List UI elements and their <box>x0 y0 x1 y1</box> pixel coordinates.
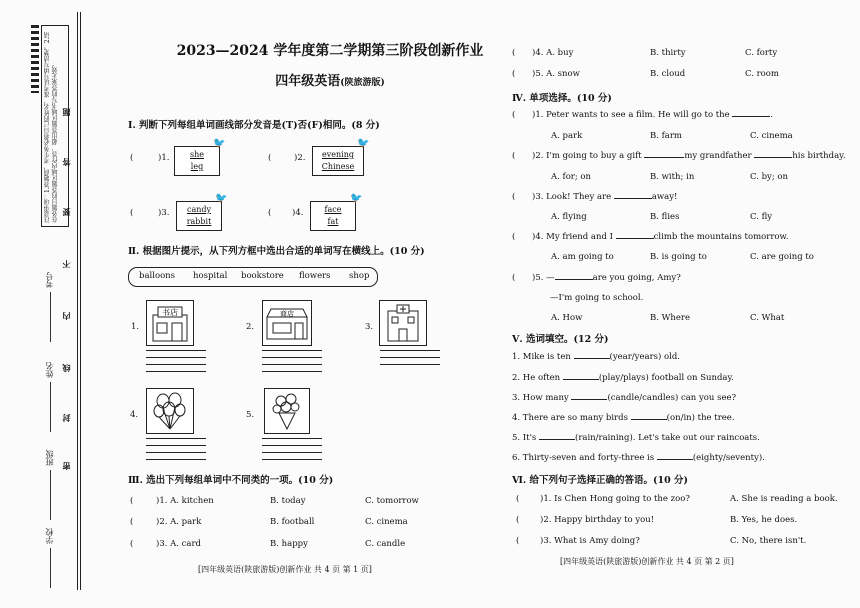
option-b[interactable]: B. flies <box>650 212 680 222</box>
question-option-b[interactable]: B. thirty <box>650 48 686 58</box>
question-text <box>532 151 846 161</box>
match-answer[interactable]: A. She is reading a book. <box>730 494 838 504</box>
match-answer[interactable]: B. Yes, he does. <box>730 515 798 525</box>
answer-blank[interactable] <box>732 116 770 117</box>
fill-pre: 2. He often <box>512 373 561 383</box>
pic-number: 5. <box>246 410 255 420</box>
fill-post: (rain/raining). Let's take out our raincoats. <box>575 433 760 443</box>
answer-blank[interactable] <box>754 157 792 158</box>
option-a[interactable]: A. flying <box>551 212 587 222</box>
answer-line[interactable] <box>146 452 206 453</box>
field-class: 班级 <box>45 450 54 466</box>
pic-number: 2. <box>246 322 255 332</box>
option-a[interactable]: A. for; on <box>551 172 592 182</box>
word-bank-item: hospital <box>193 271 228 281</box>
field-school: 学校 <box>45 528 54 544</box>
flowers-picture <box>264 388 310 434</box>
question-option-a: )3. A. card <box>156 539 202 549</box>
question-middle: my grandfather <box>684 151 752 161</box>
sign-text: 商店 <box>280 310 294 318</box>
word: candy <box>186 205 212 214</box>
fill-item <box>512 393 736 403</box>
seal-char: 要 <box>61 208 71 216</box>
fill-post: (play/plays) football on Sunday. <box>598 373 734 383</box>
question-option-c[interactable]: C. candle <box>365 539 406 549</box>
word: she <box>190 150 204 159</box>
option-a[interactable]: A. park <box>551 131 583 141</box>
answer-line[interactable] <box>146 350 206 351</box>
paren: ( <box>130 153 134 163</box>
seal-char: 密 <box>61 462 71 470</box>
pic-number: 4. <box>130 410 139 420</box>
word-card <box>310 201 356 231</box>
answer-blank[interactable] <box>563 379 599 380</box>
fill-item <box>512 373 734 383</box>
question-option-c[interactable]: C. room <box>745 69 779 79</box>
option-c[interactable]: C. fly <box>750 212 773 222</box>
pic-number: 1. <box>131 322 140 332</box>
answer-line[interactable] <box>380 364 440 365</box>
fill-item <box>512 433 760 443</box>
fill-post: (eighty/seventy). <box>692 453 765 463</box>
question-text <box>532 232 789 242</box>
notice-text: 注意事项：1.答题前，考生务必将自己的姓名、准考证号填写清楚。2.请在各题目的答题区域内作答，超出答题区域书写的答案无效。 <box>44 31 59 223</box>
answer-line[interactable] <box>262 445 322 446</box>
question-tail: his birthday. <box>792 151 846 161</box>
part3-heading: Ⅲ. 选出下列每组单词中不同类的一项。(10 分) <box>128 475 334 486</box>
question-stem: )4. My friend and I <box>532 232 613 242</box>
paren: ( <box>130 208 134 218</box>
word: fat <box>327 217 339 226</box>
answer-blank[interactable] <box>574 358 610 359</box>
bird-icon: 🐦 <box>213 138 226 149</box>
answer-line[interactable] <box>146 459 206 460</box>
answer-line[interactable] <box>146 364 206 365</box>
option-b[interactable]: B. Where <box>650 313 690 323</box>
fill-post: (on/in) the tree. <box>666 413 735 423</box>
paren: ( <box>512 151 516 161</box>
question-option-a: )5. A. snow <box>532 69 580 79</box>
word: Chinese <box>321 162 355 171</box>
part6-heading: Ⅵ. 给下列句子选择正确的答语。(10 分) <box>512 475 689 486</box>
question-answer-line: —I'm going to school. <box>550 293 644 303</box>
answer-blank[interactable] <box>644 157 684 158</box>
paren: ( <box>516 494 520 504</box>
question-tail: are you going, Amy? <box>592 273 681 283</box>
answer-line[interactable] <box>262 459 322 460</box>
field-line[interactable] <box>50 470 51 520</box>
paren: ( <box>130 539 134 549</box>
field-exam-number: 考号 <box>45 272 54 288</box>
binding-strip <box>0 0 112 608</box>
field-line[interactable] <box>50 292 51 342</box>
question-stem: )3. Look! They are <box>532 192 612 202</box>
question-option-c[interactable]: C. forty <box>745 48 778 58</box>
question-tail: climb the mountains tomorrow. <box>653 232 789 242</box>
paren: ( <box>516 515 520 525</box>
paren: ( <box>512 192 516 202</box>
answer-line[interactable] <box>146 357 206 358</box>
word: rabbit <box>186 217 212 226</box>
shop-picture <box>262 300 312 346</box>
paren: ( <box>512 232 516 242</box>
question-tail: away! <box>651 192 678 202</box>
word-card <box>176 201 222 231</box>
option-c[interactable]: C. by; on <box>750 172 789 182</box>
answer-blank[interactable] <box>657 459 693 460</box>
paren: ( <box>512 110 516 120</box>
seal-char: 内 <box>61 312 71 320</box>
answer-line[interactable] <box>380 350 440 351</box>
match-answer[interactable]: C. No, there isn't. <box>730 536 807 546</box>
answer-blank[interactable] <box>614 198 652 199</box>
question-stem: )5. — <box>532 273 555 283</box>
paren: ( <box>268 153 272 163</box>
option-c[interactable]: C. cinema <box>750 131 793 141</box>
answer-line[interactable] <box>146 438 206 439</box>
answer-line[interactable] <box>262 350 322 351</box>
answer-blank[interactable] <box>571 399 607 400</box>
question-text <box>532 110 773 120</box>
seal-char: 不 <box>61 260 71 268</box>
match-question: )3. What is Amy doing? <box>540 536 640 546</box>
question-option-b[interactable]: B. cloud <box>650 69 686 79</box>
page-footer-right: [四年级英语(陕旅游版)创新作业 共 4 页 第 2 页] <box>560 557 734 566</box>
seal-char: 题 <box>61 108 71 116</box>
sign-text: 书店 <box>162 308 178 317</box>
word-bank-item: flowers <box>299 271 331 281</box>
question-option-c[interactable]: C. cinema <box>365 517 408 527</box>
question-option-a: )1. A. kitchen <box>156 496 214 506</box>
item-number: )4. <box>292 208 304 218</box>
word: leg <box>190 162 204 171</box>
page-subtitle <box>160 70 500 89</box>
answer-line[interactable] <box>262 357 322 358</box>
fill-item <box>512 413 735 423</box>
question-tail: . <box>770 110 774 120</box>
paren: ( <box>512 69 516 79</box>
question-option-b[interactable]: B. happy <box>270 539 308 549</box>
answer-line[interactable] <box>262 438 322 439</box>
item-number: )3. <box>158 208 170 218</box>
subtitle-note: (陕旅游版) <box>340 78 385 88</box>
word-card <box>312 146 364 176</box>
paren: ( <box>512 48 516 58</box>
paren: ( <box>512 273 516 283</box>
field-line[interactable] <box>50 548 51 588</box>
seal-char: 答 <box>61 158 71 166</box>
balloons-picture <box>146 388 194 434</box>
seal-char: 线 <box>61 364 71 372</box>
binding-dots <box>31 25 39 93</box>
option-b[interactable]: B. with; in <box>650 172 695 182</box>
question-option-c[interactable]: C. tomorrow <box>365 496 419 506</box>
subtitle-main: 四年级英语 <box>275 74 341 89</box>
option-c[interactable]: C. are going to <box>750 252 814 262</box>
word-bank-item: bookstore <box>241 271 284 281</box>
bird-icon: 🐦 <box>357 138 370 149</box>
fill-pre: 1. Mike is ten <box>512 352 571 362</box>
part2-heading: Ⅱ. 根据图片提示，从下列方框中选出合适的单词写在横线上。(10 分) <box>128 246 425 257</box>
paren: ( <box>516 536 520 546</box>
question-option-a: )4. A. buy <box>532 48 574 58</box>
paren: ( <box>268 208 272 218</box>
binding-line <box>77 12 78 590</box>
option-b[interactable]: B. is going to <box>650 252 707 262</box>
item-number: )1. <box>158 153 170 163</box>
match-question: )1. Is Chen Hong going to the zoo? <box>540 494 690 504</box>
answer-blank[interactable] <box>631 419 667 420</box>
option-a[interactable]: A. How <box>551 313 583 323</box>
answer-line[interactable] <box>262 452 322 453</box>
paren: ( <box>130 517 134 527</box>
answer-blank[interactable] <box>616 238 654 239</box>
word-bank-item: balloons <box>139 271 176 281</box>
word-bank <box>128 267 378 287</box>
answer-line[interactable] <box>262 371 322 372</box>
field-name: 姓名 <box>45 362 54 378</box>
answer-line[interactable] <box>146 445 206 446</box>
answer-blank[interactable] <box>539 439 575 440</box>
paren: ( <box>130 496 134 506</box>
field-line[interactable] <box>50 382 51 432</box>
page-title: 2023—2024 学年度第二学期第三阶段创新作业 <box>176 43 484 59</box>
fill-pre: 3. How many <box>512 393 569 403</box>
part4-heading: Ⅳ. 单项选择。(10 分) <box>512 93 612 104</box>
bird-icon: 🐦 <box>215 193 228 204</box>
question-stem: )2. I'm going to buy a gift <box>532 151 642 161</box>
bird-icon: 🐦 <box>350 193 363 204</box>
binding-line <box>80 12 81 590</box>
answer-line[interactable] <box>146 371 206 372</box>
question-option-b[interactable]: B. football <box>270 517 315 527</box>
word-bank-item: shop <box>349 271 370 281</box>
notice-box <box>41 25 69 227</box>
match-question: )2. Happy birthday to you! <box>540 515 655 525</box>
fill-post: (year/years) old. <box>609 352 680 362</box>
word: evening <box>322 150 354 159</box>
fill-item <box>512 352 680 362</box>
fill-pre: 5. It's <box>512 433 537 443</box>
hospital-picture <box>379 300 427 346</box>
part1-heading: Ⅰ. 判断下列每组单词画线部分发音是(T)否(F)相同。(8 分) <box>128 120 380 131</box>
part5-heading: Ⅴ. 选词填空。(12 分) <box>512 334 609 345</box>
question-option-a: )2. A. park <box>156 517 202 527</box>
option-b[interactable]: B. farm <box>650 131 682 141</box>
pic-number: 3. <box>365 322 374 332</box>
item-number: )2. <box>294 153 306 163</box>
seal-char: 封 <box>61 414 71 422</box>
page-footer-left: [四年级英语(陕旅游版)创新作业 共 4 页 第 1 页] <box>198 565 372 574</box>
question-text <box>532 192 677 202</box>
fill-pre: 4. There are so many birds <box>512 413 628 423</box>
question-text <box>532 273 681 283</box>
bookstore-picture <box>146 300 194 346</box>
answer-blank[interactable] <box>555 279 593 280</box>
fill-pre: 6. Thirty-seven and forty-three is <box>512 453 655 463</box>
option-c[interactable]: C. What <box>750 313 785 323</box>
word-card <box>174 146 220 176</box>
question-stem: )1. Peter wants to see a film. He will go to the <box>532 110 730 120</box>
fill-item <box>512 453 765 463</box>
word: face <box>324 205 342 214</box>
question-option-b[interactable]: B. today <box>270 496 306 506</box>
fill-post: (candle/candles) can you see? <box>607 393 737 403</box>
answer-line[interactable] <box>380 357 440 358</box>
option-a[interactable]: A. am going to <box>551 252 614 262</box>
answer-line[interactable] <box>262 364 322 365</box>
